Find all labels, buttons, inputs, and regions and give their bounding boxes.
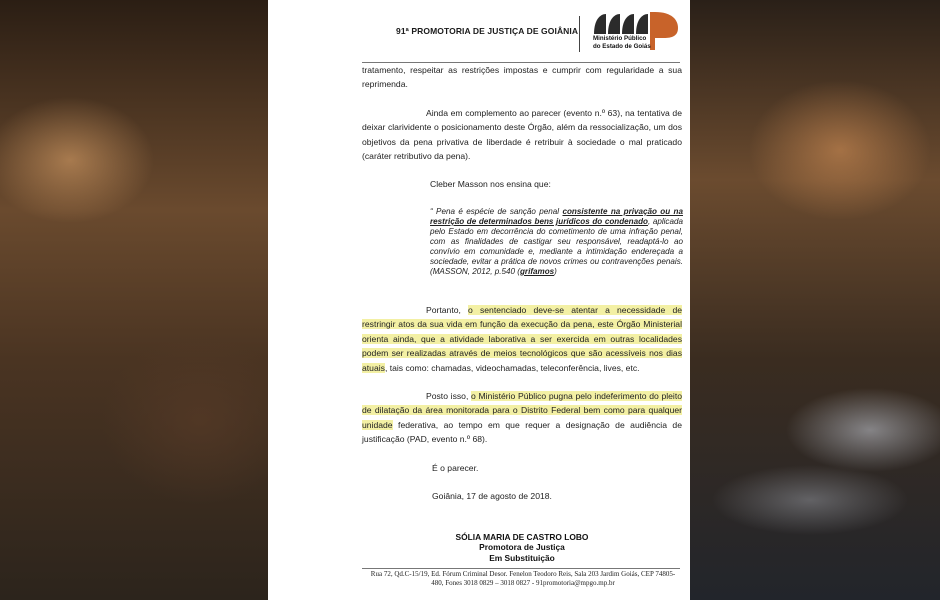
quote-part-2: , aplicada pelo Estado em decorrência do cometimento de uma infração penal, com as finalidades de castigar seu responsável, readaptá-lo ao convívio em comunidade e, mediante a intimidação endereçada a sociedade, evitar a prática de novos crimes ou contravenções penais. (MASSON, 2012, p.540 ( xyxy=(430,217,683,276)
paragraph-4-highlight: o sentenciado deve-se atentar a necessidade de restringir atos da sua vida em função da execução da pena, este Órgão Ministerial orienta ainda, que a atividade laborativa a ser exercida em outras localidades podem ser realizadas através de meios tecnológicos que são acessíveis nos dias atuais xyxy=(362,305,682,373)
page-header-title: 91ª PROMOTORIA DE JUSTIÇA DE GOIÂNIA xyxy=(396,26,579,36)
logo-caption xyxy=(593,35,651,51)
quote-part-1: “ Pena é espécie de sanção penal xyxy=(430,207,563,216)
quote-emphasis: consistente na privação ou na restrição de determinados bens jurídicos do condenado xyxy=(430,207,683,226)
paragraph-2-text: Ainda em complemento ao parecer (evento n.º 63), na tentativa de deixar clarividente o posicionamento deste Órgão, além da ressocialização, um dos objetivos da pena privativa de liberdade é retribuir à sociedade o mal praticado (caráter retributivo da pena). xyxy=(362,108,682,162)
paragraph-4-lead: Portanto, xyxy=(426,305,469,315)
logo-line-1: Ministério Público xyxy=(593,35,647,42)
document-page xyxy=(268,0,690,600)
block-quote xyxy=(430,207,683,277)
paragraph-5-tail: federativa, ao tempo em que requer a designação de audiência de justificação (PAD, evento n.º 68). xyxy=(362,419,682,445)
paragraph-2 xyxy=(362,106,682,164)
date-line: Goiânia, 17 de agosto de 2018. xyxy=(432,491,552,501)
quote-part-3: ) xyxy=(554,267,557,276)
paragraph-5-lead: Posto isso, xyxy=(426,391,472,401)
footer-rule xyxy=(362,568,680,569)
page-footer xyxy=(362,570,684,588)
paragraph-3: Cleber Masson nos ensina que: xyxy=(430,179,551,189)
quote-grifamos: grifamos xyxy=(519,267,555,276)
footer-line-2: 480, Fones 3018 0829 – 3018 0827 - 91promotoria@mpgo.mp.br xyxy=(431,579,615,587)
blurred-background-right xyxy=(690,0,940,600)
signature-role: Promotora de Justiça xyxy=(479,542,565,553)
paragraph-4 xyxy=(362,303,682,375)
signature-status: Em Substituição xyxy=(489,552,555,563)
paragraph-4-tail: , tais como: chamadas, videochamadas, teleconferência, lives, etc. xyxy=(384,362,640,373)
signature-block xyxy=(362,532,682,563)
paragraph-1: tratamento, respeitar as restrições impostas e cumprir com regularidade a sua reprimenda. xyxy=(362,65,682,90)
signature-name: SÓLIA MARIA DE CASTRO LOBO xyxy=(455,532,589,542)
footer-line-1: Rua 72, Qd.C-15/19, Ed. Fórum Criminal Desor. Fenelon Teodoro Reis, Sala 203 Jardim Goiás, CEP 74805- xyxy=(370,570,676,578)
paragraph-5-highlight: o Ministério Público pugna pelo indeferimento do pleito de dilatação da área monitorada para o Distrito Federal bem como para qualquer unidade xyxy=(362,391,682,430)
logo-line-2: do Estado de Goiás xyxy=(593,43,651,50)
header-divider xyxy=(579,16,580,52)
paragraph-6: É o parecer. xyxy=(432,463,479,473)
paragraph-5 xyxy=(362,389,682,447)
blurred-background-left xyxy=(0,0,268,600)
